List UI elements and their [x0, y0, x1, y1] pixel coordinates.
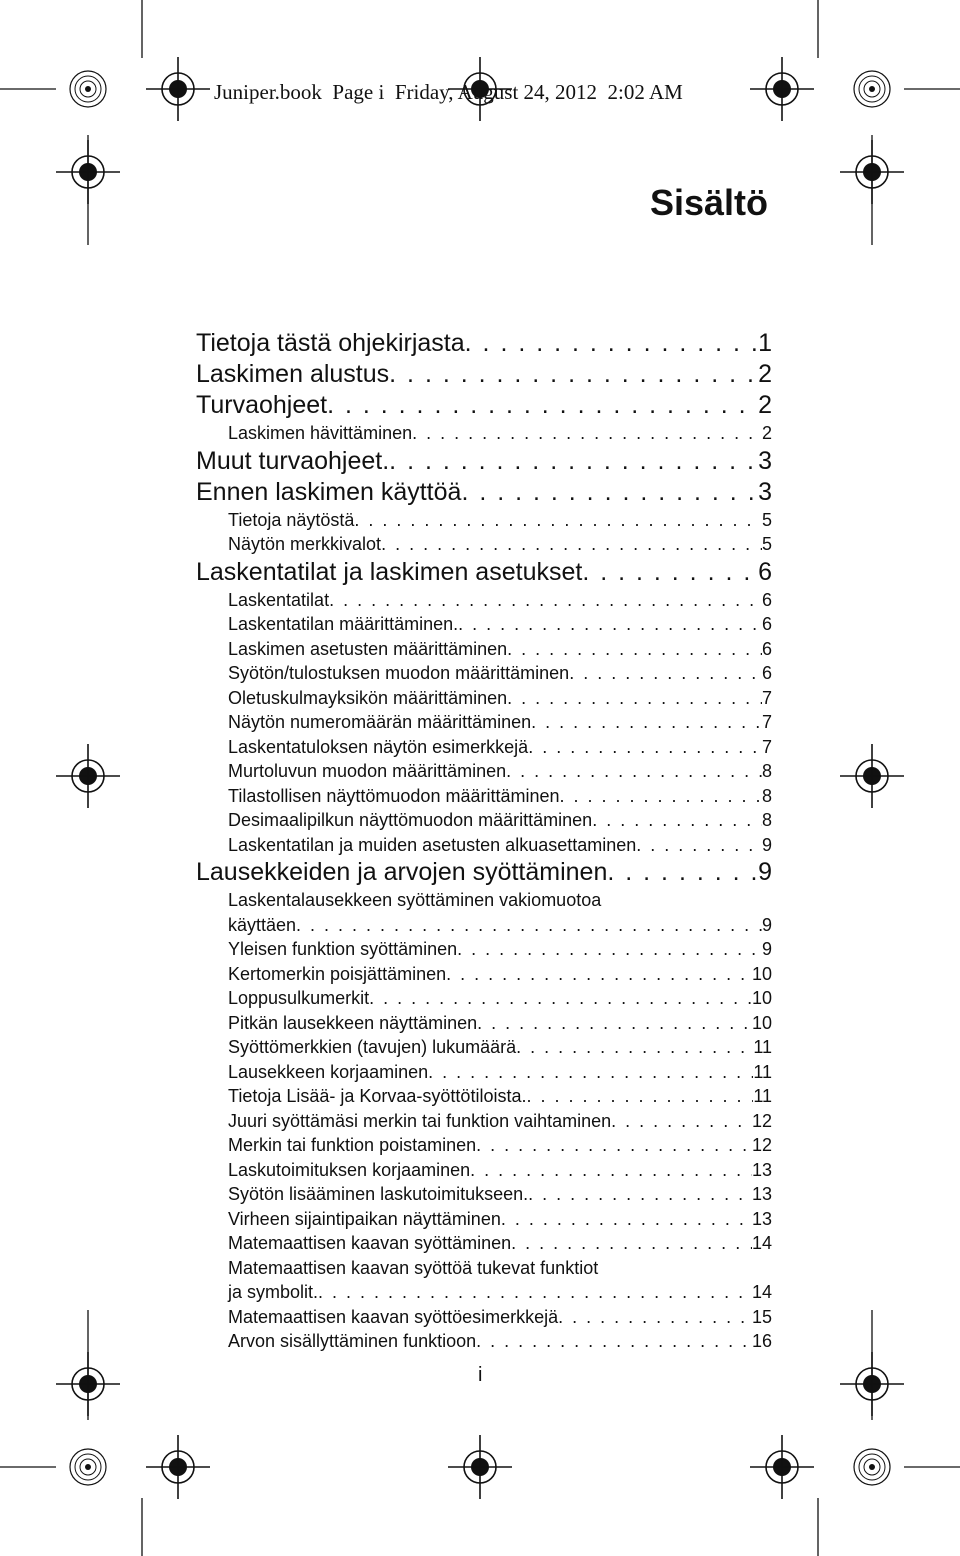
toc-section-entry[interactable] [196, 421, 772, 446]
registration-cross-icon [56, 1352, 120, 1416]
registration-cross-icon [750, 57, 814, 121]
toc-entry-page: 11 [753, 1037, 772, 1057]
toc-entry-page: 3 [758, 477, 772, 506]
toc-entry-page: 13 [751, 1208, 772, 1229]
toc-entry-page: 9 [761, 834, 772, 855]
registration-cross-icon [840, 1352, 904, 1416]
toc-leader-dots [476, 1329, 752, 1354]
toc-chapter-entry[interactable] [196, 359, 772, 390]
toc-leader-dots [327, 390, 758, 421]
toc-entry-label: Tietoja näytöstä [228, 509, 355, 530]
toc-leader-dots [611, 1109, 752, 1134]
corner-target-icon [854, 71, 890, 107]
toc-section-entry[interactable] [196, 962, 772, 987]
toc-entry-label: käyttäen [228, 914, 297, 935]
toc-leader-dots [528, 735, 762, 760]
toc-entry-page: 8 [761, 785, 772, 806]
toc-section-entry[interactable] [196, 588, 772, 613]
toc-entry-label: Murtoluvun muodon määrittäminen [228, 761, 507, 781]
toc-entry-label: Syötön lisääminen laskutoimitukseen. [228, 1184, 529, 1204]
toc-leader-dots [457, 937, 762, 962]
toc-section-entry[interactable] [196, 735, 772, 760]
toc-section-entry[interactable] [196, 1231, 772, 1256]
toc-section-entry[interactable] [196, 1207, 772, 1232]
toc-leader-dots [389, 359, 758, 390]
toc-leader-dots [506, 759, 762, 784]
toc-leader-dots [318, 1280, 752, 1305]
toc-chapter-entry[interactable] [196, 328, 772, 359]
toc-entry-label: Kertomerkin poisjättäminen [228, 963, 447, 984]
toc-leader-dots [476, 1133, 752, 1158]
toc-entry-page: 13 [751, 1159, 772, 1180]
toc-entry-page: 7 [761, 687, 772, 708]
toc-entry-page: 6 [761, 589, 772, 610]
toc-chapter-entry[interactable] [196, 857, 772, 888]
toc-section-entry[interactable] [196, 808, 772, 833]
registration-cross-icon [146, 1435, 210, 1499]
toc-leader-dots [458, 612, 762, 637]
toc-leader-dots [329, 588, 762, 613]
registration-cross-icon [448, 1435, 512, 1499]
toc-chapter-entry[interactable] [196, 390, 772, 421]
toc-entry-page: 7 [761, 712, 772, 732]
toc-leader-dots [296, 913, 762, 938]
table-of-contents [196, 328, 772, 1354]
toc-entry-label: Laskentatilat ja laskimen asetukset [196, 557, 583, 586]
toc-section-entry[interactable] [196, 1182, 772, 1207]
toc-leader-dots [470, 1158, 752, 1183]
toc-leader-dots [511, 1231, 752, 1256]
toc-leader-dots [389, 446, 758, 477]
toc-entry-page: 16 [751, 1331, 772, 1351]
toc-entry-page: 6 [758, 557, 772, 586]
toc-section-entry[interactable] [196, 1011, 772, 1036]
toc-entry-label: Muut turvaohjeet. [196, 446, 390, 475]
toc-entry-page: 9 [761, 914, 772, 935]
toc-leader-dots [636, 833, 762, 858]
toc-leader-dots [516, 1035, 753, 1060]
corner-target-icon [70, 1449, 106, 1485]
toc-entry-label: Pitkän lausekkeen näyttäminen [228, 1012, 478, 1033]
toc-section-entry[interactable] [196, 937, 772, 962]
toc-entry-page: 14 [751, 1233, 772, 1253]
toc-entry-label: Laskimen alustus [196, 360, 390, 388]
toc-entry-page: 15 [751, 1306, 772, 1327]
toc-chapter-entry[interactable] [196, 557, 772, 588]
toc-entry-label: Syötön/tulostuksen muodon määrittäminen [228, 663, 570, 683]
toc-entry-page: 2 [761, 423, 772, 443]
toc-section-entry[interactable] [196, 637, 772, 662]
toc-entry-label: Näytön merkkivalot [228, 534, 382, 554]
toc-entry-label: Loppusulkumerkit [228, 988, 370, 1008]
toc-leader-dots [569, 661, 762, 686]
toc-entry-page: 14 [751, 1282, 772, 1302]
toc-entry-label: Arvon sisällyttäminen funktioon [228, 1331, 477, 1351]
toc-leader-dots [531, 710, 762, 735]
registration-cross-icon [750, 1435, 814, 1499]
toc-entry-label: Syöttömerkkien (tavujen) lukumäärä [228, 1037, 517, 1057]
toc-leader-dots [560, 784, 762, 809]
toc-entry-page: 12 [751, 1110, 772, 1131]
page-title: Sisältö [649, 182, 768, 223]
toc-entry-label: Lausekkeen korjaaminen [228, 1061, 429, 1082]
toc-entry-label: Laskentatilat [228, 589, 330, 610]
toc-entry-label: Yleisen funktion syöttäminen [228, 939, 458, 959]
running-head: Juniper.book Page i Friday, August 24, 2012 2:02 AM [214, 80, 683, 104]
toc-leader-dots [446, 962, 752, 987]
toc-entry-page: 13 [751, 1184, 772, 1204]
toc-leader-dots [501, 1207, 752, 1232]
toc-leader-dots [582, 557, 758, 588]
page-number: i [478, 1364, 483, 1386]
toc-entry-page: 6 [761, 638, 772, 659]
toc-entry-page: 11 [753, 1086, 772, 1106]
registration-cross-icon [56, 140, 120, 204]
toc-section-entry[interactable] [196, 1133, 772, 1158]
toc-entry-page: 8 [761, 810, 772, 830]
registration-cross-icon [56, 744, 120, 808]
toc-section-entry[interactable] [196, 1329, 772, 1354]
toc-entry-page: 3 [758, 446, 772, 475]
toc-section-entry[interactable] [196, 661, 772, 686]
toc-section-entry[interactable] [196, 913, 772, 938]
toc-entry-page: 5 [761, 534, 772, 554]
toc-entry-page: 6 [761, 663, 772, 683]
toc-leader-dots [412, 421, 762, 446]
toc-leader-dots [465, 328, 758, 359]
toc-entry-page: 10 [751, 963, 772, 984]
toc-section-entry[interactable] [196, 1109, 772, 1134]
toc-section-entry[interactable] [196, 1084, 772, 1109]
toc-entry-label: Matemaattisen kaavan syöttäminen [228, 1233, 512, 1253]
toc-leader-dots [592, 808, 762, 833]
toc-leader-dots [526, 1084, 753, 1109]
toc-entry-first-line: Laskentalausekkeen syöttäminen vakiomuotoa [228, 890, 602, 910]
toc-section-entry[interactable] [196, 1035, 772, 1060]
toc-entry-first-line: Matemaattisen kaavan syöttöä tukevat funktiot [228, 1257, 599, 1278]
toc-entry-label: Laskimen hävittäminen [228, 423, 413, 443]
toc-entry-label: ja symbolit. [228, 1282, 319, 1302]
toc-section-entry[interactable] [196, 1305, 772, 1330]
toc-section-entry[interactable] [196, 833, 772, 858]
toc-leader-dots [381, 532, 762, 557]
toc-leader-dots [354, 508, 762, 533]
toc-entry-label: Näytön numeromäärän määrittäminen [228, 712, 532, 732]
toc-leader-dots [528, 1182, 752, 1207]
corner-target-icon [854, 1449, 890, 1485]
toc-section-entry[interactable] [196, 1060, 772, 1085]
toc-entry-label: Matemaattisen kaavan syöttöesimerkkejä [228, 1306, 559, 1327]
registration-cross-icon [146, 57, 210, 121]
toc-entry-label: Laskentatilan määrittäminen. [228, 614, 459, 634]
toc-section-entry[interactable] [196, 784, 772, 809]
toc-section-entry[interactable] [196, 1158, 772, 1183]
toc-entry-label: Virheen sijaintipaikan näyttäminen [228, 1208, 501, 1229]
toc-entry-page: 9 [758, 858, 772, 886]
toc-entry-label: Turvaohjeet [196, 391, 328, 419]
registration-cross-icon [840, 140, 904, 204]
toc-entry-label: Laskimen asetusten määrittäminen [228, 638, 508, 659]
toc-leader-dots [461, 477, 758, 508]
toc-section-entry[interactable] [196, 986, 772, 1011]
toc-entry-page: 11 [753, 1061, 772, 1082]
toc-entry-page: 10 [751, 988, 772, 1008]
toc-section-entry[interactable] [196, 1280, 772, 1305]
toc-entry-page: 6 [761, 614, 772, 634]
toc-entry-label: Tietoja Lisää- ja Korvaa-syöttötiloista. [228, 1086, 527, 1106]
toc-entry-page: 8 [761, 761, 772, 781]
toc-entry-label: Tilastollisen näyttömuodon määrittäminen [228, 785, 560, 806]
toc-entry-label: Oletuskulmayksikön määrittäminen [228, 687, 508, 708]
toc-entry-page: 7 [761, 736, 772, 757]
toc-entry-page: 5 [761, 509, 772, 530]
toc-entry-label: Juuri syöttämäsi merkin tai funktion vaihtaminen [228, 1110, 612, 1131]
toc-entry-label: Laskentatuloksen näytön esimerkkejä [228, 736, 529, 757]
toc-entry-label: Tietoja tästä ohjekirjasta [196, 329, 465, 357]
toc-entry-label: Lausekkeiden ja arvojen syöttäminen [196, 858, 608, 886]
toc-entry-label: Desimaalipilkun näyttömuodon määrittäminen [228, 810, 593, 830]
toc-section-entry[interactable] [196, 532, 772, 557]
toc-section-entry[interactable] [196, 508, 772, 533]
toc-entry-page: 10 [751, 1012, 772, 1033]
corner-target-icon [70, 71, 106, 107]
toc-section-entry[interactable] [196, 710, 772, 735]
toc-chapter-entry[interactable] [196, 477, 772, 508]
toc-chapter-entry[interactable] [196, 446, 772, 477]
toc-leader-dots [607, 857, 758, 888]
toc-section-entry[interactable] [196, 686, 772, 711]
toc-leader-dots [428, 1060, 753, 1085]
toc-leader-dots [507, 637, 762, 662]
registration-cross-icon [840, 744, 904, 808]
toc-entry-page: 2 [758, 391, 772, 419]
toc-entry-page: 1 [758, 329, 772, 357]
toc-leader-dots [369, 986, 752, 1011]
toc-section-entry[interactable] [196, 759, 772, 784]
toc-entry-label: Merkin tai funktion poistaminen [228, 1135, 477, 1155]
toc-leader-dots [507, 686, 762, 711]
toc-entry-page: 12 [751, 1135, 772, 1155]
toc-entry-label: Laskentatilan ja muiden asetusten alkuasettaminen [228, 834, 637, 855]
toc-leader-dots [558, 1305, 752, 1330]
toc-section-entry[interactable] [196, 612, 772, 637]
toc-entry-page: 2 [758, 360, 772, 388]
toc-entry-label: Ennen laskimen käyttöä [196, 477, 462, 506]
toc-entry-page: 9 [761, 939, 772, 959]
toc-leader-dots [477, 1011, 752, 1036]
toc-entry-label: Laskutoimituksen korjaaminen [228, 1159, 471, 1180]
